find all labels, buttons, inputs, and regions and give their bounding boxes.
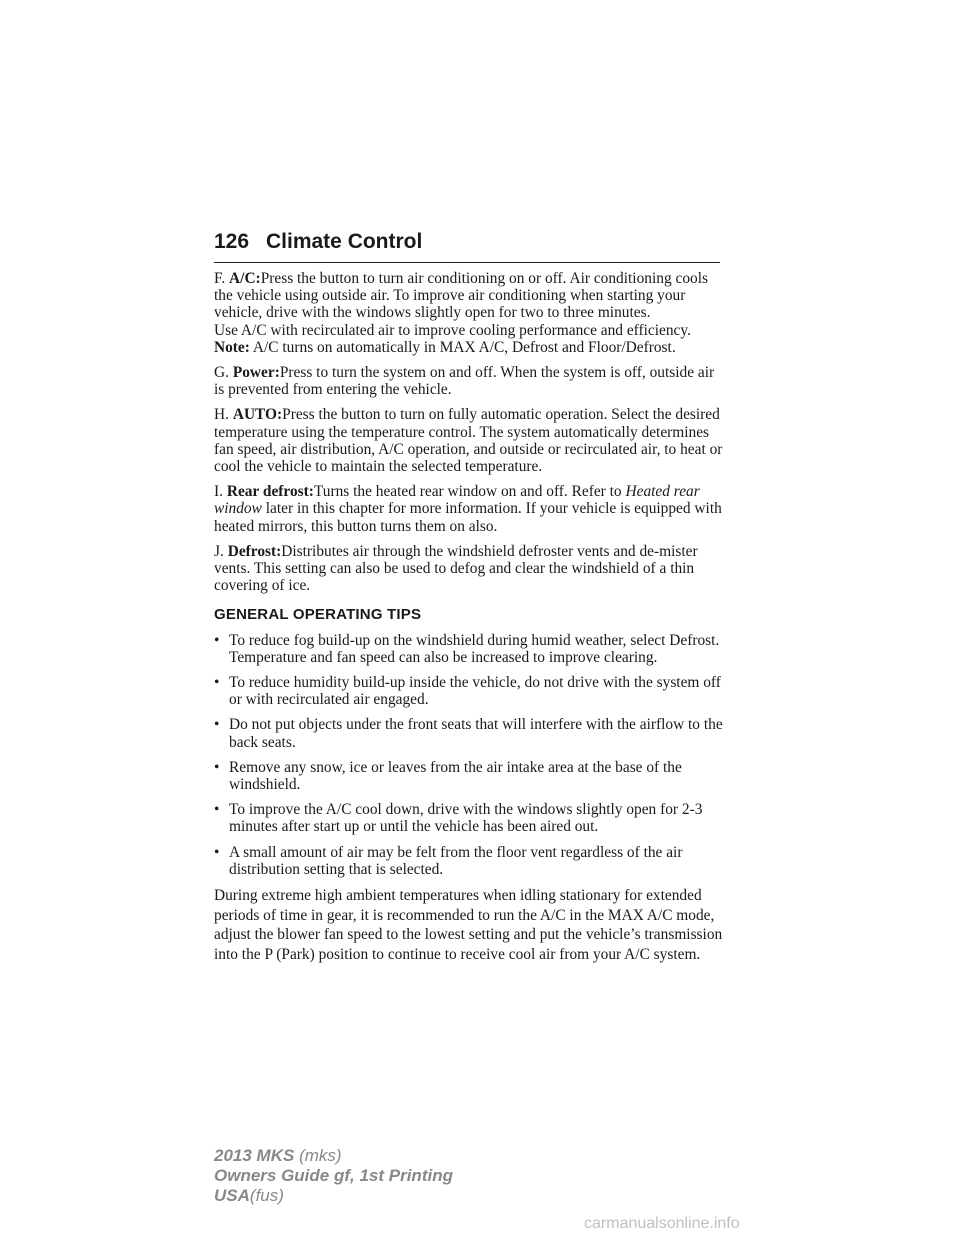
bullet-icon: • <box>214 758 220 776</box>
footer-model-line <box>214 1146 453 1166</box>
item-i-text-post: later in this chapter for more information. If your vehicle is equipped with heated mirrors, this button turns them on also. <box>214 500 722 535</box>
bullet-icon: • <box>214 843 220 861</box>
tips-heading: GENERAL OPERATING TIPS <box>214 606 422 624</box>
item-j-label: J. <box>214 542 224 560</box>
list-item <box>214 844 724 878</box>
item-f-term: A/C: <box>229 270 261 287</box>
page-number: 126 <box>214 230 250 253</box>
bullet-icon: • <box>214 631 220 649</box>
item-g-label: G. <box>214 364 229 382</box>
note-text: A/C turns on automatically in MAX A/C, Defrost and Floor/Defrost. <box>252 338 676 356</box>
list-item <box>214 759 724 793</box>
item-h-paragraph <box>214 406 724 475</box>
list-item <box>214 632 724 666</box>
item-g-term: Power: <box>232 364 280 382</box>
tip-text: To reduce humidity build-up inside the vehicle, do not drive with the system off or with recirculated air engaged. <box>229 674 721 709</box>
footer-region-line <box>214 1186 453 1206</box>
tip-text: To improve the A/C cool down, drive with the windows slightly open for 2-3 minutes after start up or until the vehicle has been aired out. <box>229 801 703 836</box>
footer-model-code: (mks) <box>299 1146 342 1165</box>
page-body <box>214 270 724 964</box>
item-i-paragraph <box>214 483 724 535</box>
item-f-paragraph <box>214 270 724 322</box>
footer-model: 2013 MKS <box>214 1146 295 1165</box>
list-item <box>214 801 724 835</box>
tip-text: Do not put objects under the front seats that will interfere with the airflow to the back seats. <box>229 716 723 751</box>
tip-text: To reduce fog build-up on the windshield during humid weather, select Defrost. Temperature and fan speed can also be increased to improve clearing. <box>229 631 720 666</box>
item-i-term: Rear defrost: <box>226 483 314 501</box>
item-i-label: I. <box>214 483 223 501</box>
item-j-term: Defrost: <box>227 542 282 560</box>
print-footer <box>214 1146 453 1206</box>
page-header <box>214 230 720 263</box>
bullet-icon: • <box>214 716 220 734</box>
watermark-text: carmanualsonline.info <box>584 1215 740 1232</box>
item-j-text: Distributes air through the windshield defroster vents and de-mister vents. This setting can also be used to defog and clear the windshield of a thin covering of ice. <box>214 542 698 595</box>
footer-region: USA <box>214 1186 250 1205</box>
item-g-paragraph <box>214 364 724 398</box>
bullet-icon: • <box>214 674 220 692</box>
item-i-text-pre: Turns the heated rear window on and off. Refer to <box>313 483 622 501</box>
item-h-text: Press the button to turn on fully automatic operation. Select the desired temperature using the temperature control. The system automatically determines fan speed, air distribution, A/C operation, and outside or recirculated air, to heat or cool the vehicle to maintain the selected temperature. <box>214 406 723 476</box>
item-h-term: AUTO: <box>232 406 283 424</box>
item-f-note <box>214 339 724 356</box>
note-label: Note: <box>214 338 250 356</box>
item-f-label: F. <box>214 270 226 287</box>
footer-region-code: (fus) <box>249 1186 284 1205</box>
item-g-text: Press to turn the system on and off. When the system is off, outside air is prevented from entering the vehicle. <box>214 364 715 399</box>
item-j-paragraph <box>214 543 724 595</box>
item-f-extra: Use A/C with recirculated air to improve cooling performance and efficiency. <box>214 321 691 339</box>
item-h-label: H. <box>214 406 229 424</box>
tip-text: Remove any snow, ice or leaves from the air intake area at the base of the windshield. <box>229 758 682 794</box>
tips-list <box>214 632 724 878</box>
tip-text: A small amount of air may be felt from the floor vent regardless of the air distribution setting that is selected. <box>229 843 683 878</box>
item-f-text: Press the button to turn air conditioning on or off. Air conditioning cools the vehicle using outside air. To improve air conditioning when starting your vehicle, drive with the windows slightly open for two to three minutes. <box>214 270 708 322</box>
footer-guide: Owners Guide gf, 1st Printing <box>214 1166 453 1185</box>
list-item <box>214 716 724 750</box>
chapter-title: Climate Control <box>266 230 423 253</box>
closing-paragraph: During extreme high ambient temperatures when idling stationary for extended periods of time in gear, it is recommended to run the A/C in the MAX A/C mode, adjust the blower fan speed to the lowest setting and put the vehicle’s transmission into the P (Park) position to continue to receive cool air from your A/C system. <box>214 887 723 963</box>
item-i-cross-reference: Heated rear window <box>214 483 700 518</box>
list-item <box>214 674 724 708</box>
bullet-icon: • <box>214 801 220 819</box>
